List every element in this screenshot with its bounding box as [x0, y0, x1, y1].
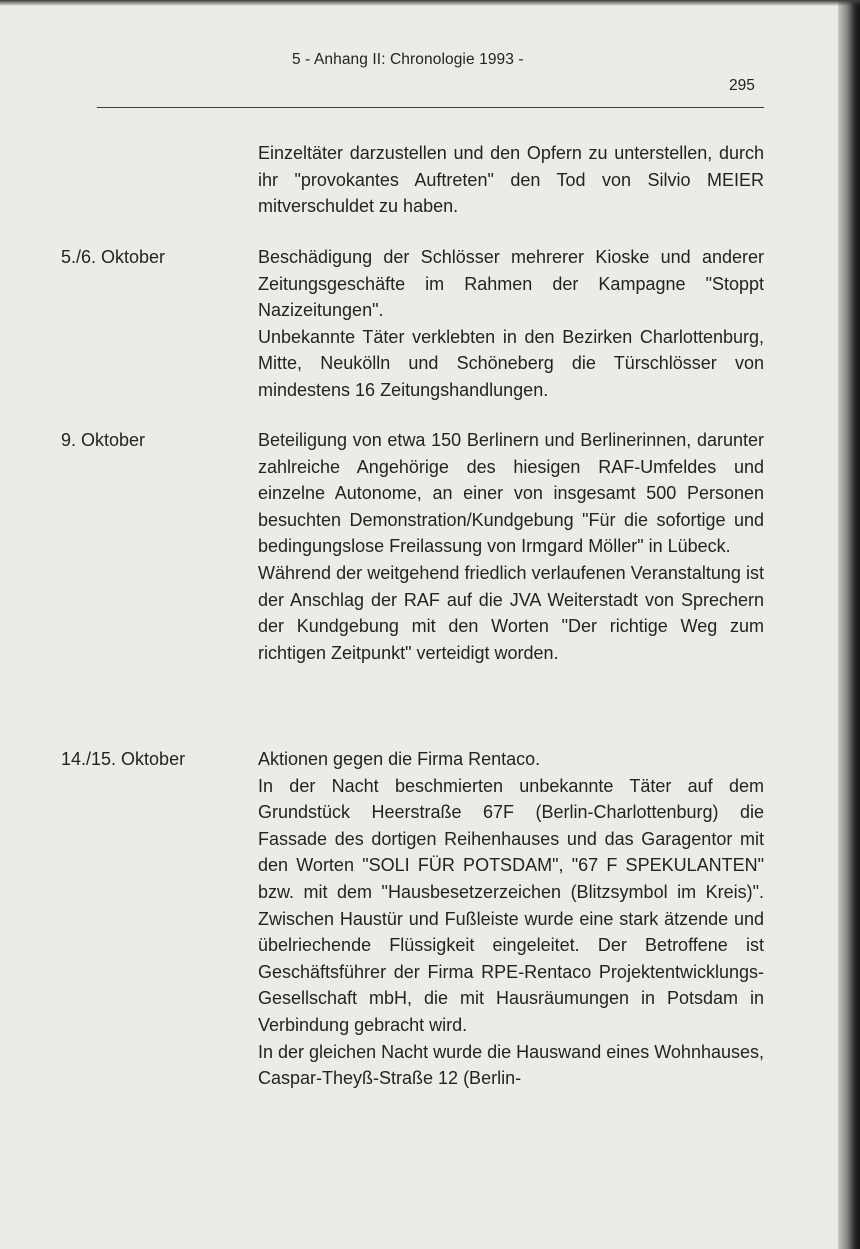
header-divider: [97, 107, 764, 108]
entry-paragraph: Während der weitgehend friedlich verlaufenen Veranstaltung ist der Anschlag der RAF auf die JVA Weiterstadt von Sprechern der Kundgebung mit den Worten "Der richtige Weg zum richtigen Zeitpunkt" verteidigt worden.: [258, 562, 764, 663]
entry-paragraph: In der gleichen Nacht wurde die Hauswand eines Wohnhauses, Caspar-Theyß-Straße 12 (Berlin-: [258, 1041, 764, 1089]
book-spine-shadow: [838, 0, 860, 1249]
entry-date: 14./15. Oktober: [61, 749, 186, 769]
page-number: 295: [729, 77, 755, 94]
entry-date: 9. Oktober: [61, 430, 146, 450]
entry-body: [258, 427, 764, 666]
entry-paragraph: Aktionen gegen die Firma Rentaco.: [258, 749, 541, 769]
entry-paragraph: Beschädigung der Schlösser mehrerer Kioske und anderer Zeitungsgeschäfte im Rahmen der Kampagne "Stoppt Nazizeitungen".: [258, 247, 764, 321]
entry-body: [258, 746, 764, 1092]
continuation-text: Einzeltäter darzustellen und den Opfern zu unterstellen, durch ihr "provokantes Auftreten" den Tod von Silvio MEIER mitverschuldet zu haben.: [258, 143, 764, 217]
continuation-paragraph: [258, 140, 764, 220]
running-header: 5 - Anhang II: Chronologie 1993 -: [292, 51, 524, 68]
entry-date: 5./6. Oktober: [61, 247, 166, 267]
scan-edge-shadow: [0, 0, 860, 6]
entry-paragraph: Beteiligung von etwa 150 Berlinern und Berlinerinnen, darunter zahlreiche Angehörige des hiesigen RAF-Umfeldes und einzelne Autonome, an einer von insgesamt 500 Personen besuchten Demonstration/Kundgebung "Für die sofortige und bedingungslose Freilassung von Irmgard Möller" in Lübeck.: [258, 430, 764, 557]
entry-paragraph: In der Nacht beschmierten unbekannte Täter auf dem Grundstück Heerstraße 67F (Berlin-Charlottenburg) die Fassade des dortigen Reihenhauses und das Garagentor mit den Worten "SOLI FÜR POTSDAM", "67 F SPEKULANTEN" bzw. mit dem "Hausbesetzerzeichen (Blitzsymbol im Kreis)". Zwischen Haustür und Fußleiste wurde eine stark ätzende und übelriechende Flüssigkeit eingeleitet. Der Betroffene ist Geschäftsführer der Firma RPE-Rentaco Projektentwicklungs-Gesellschaft mbH, die mit Hausräumungen in Potsdam in Verbindung gebracht wird.: [258, 775, 764, 1035]
entry-paragraph: Unbekannte Täter verklebten in den Bezirken Charlottenburg, Mitte, Neukölln und Schöneberg die Türschlösser von mindestens 16 Zeitungshandlungen.: [258, 326, 764, 400]
entry-body: [258, 244, 764, 404]
